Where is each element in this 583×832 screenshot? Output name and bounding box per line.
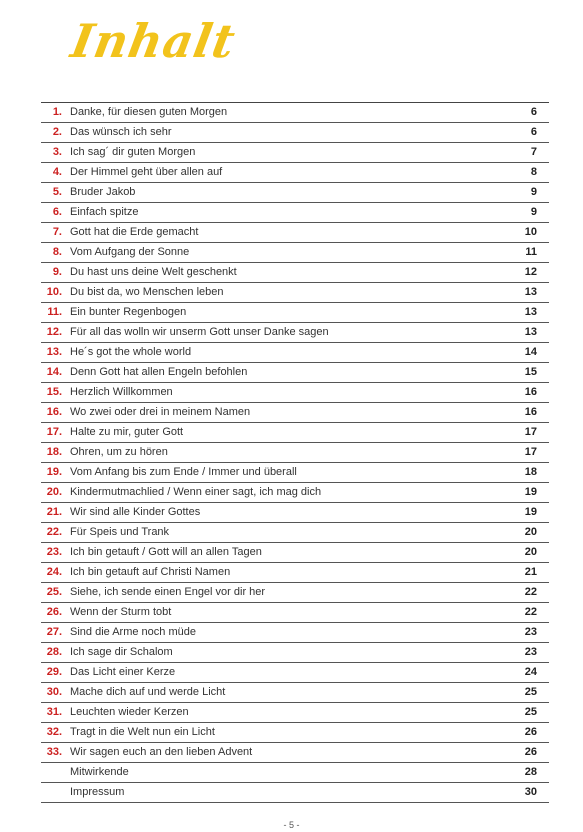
toc-page-number: 15 [524, 366, 537, 378]
toc-row [41, 323, 549, 343]
toc-title: Sind die Arme noch müde [70, 626, 196, 638]
page-title: Inhalt [67, 14, 240, 68]
toc-number: 26. [46, 606, 62, 618]
toc-number: 12. [46, 326, 62, 338]
toc-number: 21. [46, 506, 62, 518]
toc-number: 20. [46, 486, 62, 498]
toc-number: 13. [46, 346, 62, 358]
toc-number: 27. [46, 626, 62, 638]
toc-page-number: 6 [530, 126, 537, 138]
toc-page-number: 22 [524, 606, 537, 618]
toc-number: 5. [52, 186, 62, 198]
toc-row [41, 703, 549, 723]
toc-row [41, 683, 549, 703]
toc-number: 10. [46, 286, 62, 298]
toc-title: Kindermutmachlied / Wenn einer sagt, ich mag dich [70, 486, 322, 498]
toc-title: Mitwirkende [70, 766, 129, 778]
toc-page-number: 16 [524, 406, 537, 418]
toc-page-number: 22 [524, 586, 537, 598]
toc-page-number: 19 [524, 506, 537, 518]
toc-row [41, 443, 549, 463]
toc-number: 31. [46, 706, 62, 718]
toc-title: Halte zu mir, guter Gott [70, 426, 184, 438]
toc-number: 3. [52, 146, 62, 158]
toc-number: 24. [46, 566, 62, 578]
toc-title: Wenn der Sturm tobt [70, 606, 172, 618]
toc-title: Vom Aufgang der Sonne [70, 246, 190, 258]
page-number-footer: - 5 - [283, 820, 300, 830]
toc-row [41, 163, 549, 183]
toc-row [41, 643, 549, 663]
toc-row [41, 403, 549, 423]
toc-number: 33. [46, 746, 62, 758]
toc-row [41, 123, 549, 143]
toc-title: Leuchten wieder Kerzen [70, 706, 189, 718]
toc-page-number: 11 [525, 246, 537, 258]
toc-title: Mache dich auf und werde Licht [70, 686, 226, 698]
toc-page-number: 20 [524, 526, 537, 538]
toc-row [41, 543, 549, 563]
toc-number: 7. [52, 226, 62, 238]
toc-row [41, 523, 549, 543]
toc-number: 19. [46, 466, 62, 478]
toc-row [41, 583, 549, 603]
toc-page-number: 26 [524, 726, 537, 738]
toc-title: Gott hat die Erde gemacht [70, 226, 199, 238]
toc-row [41, 503, 549, 523]
toc-title: Wo zwei oder drei in meinem Namen [70, 406, 251, 418]
toc-row [41, 743, 549, 763]
toc-page-number: 12 [524, 266, 537, 278]
toc-title: Tragt in die Welt nun ein Licht [70, 726, 215, 738]
toc-number: 28. [46, 646, 62, 658]
toc-title: He´s got the whole world [70, 346, 192, 358]
toc-title: Ich bin getauft auf Christi Namen [70, 566, 231, 578]
toc-page-number: 7 [530, 146, 537, 158]
toc-page-number: 28 [524, 766, 537, 778]
toc-number: 30. [46, 686, 62, 698]
toc-row [41, 563, 549, 583]
toc-number: 32. [46, 726, 62, 738]
toc-number: 6. [52, 206, 62, 218]
toc-page-number: 24 [524, 666, 537, 678]
toc-title: Wir sind alle Kinder Gottes [70, 506, 201, 518]
toc-number: 11. [47, 306, 62, 318]
toc-title: Der Himmel geht über allen auf [70, 166, 223, 178]
toc-title: Danke, für diesen guten Morgen [70, 106, 228, 118]
toc-page-number: 23 [524, 626, 537, 638]
toc-number: 25. [46, 586, 62, 598]
table-of-contents [41, 102, 549, 803]
toc-page-number: 30 [524, 786, 537, 798]
toc-page-number: 23 [524, 646, 537, 658]
toc-number: 1. [52, 106, 62, 118]
toc-title: Bruder Jakob [70, 186, 136, 198]
toc-row [41, 343, 549, 363]
toc-row [41, 723, 549, 743]
toc-row [41, 783, 549, 803]
toc-row [41, 283, 549, 303]
toc-title: Ich bin getauft / Gott will an allen Tagen [70, 546, 262, 558]
toc-row [41, 623, 549, 643]
toc-number: 17. [46, 426, 62, 438]
toc-number: 16. [46, 406, 62, 418]
toc-row [41, 203, 549, 223]
toc-page-number: 18 [524, 466, 537, 478]
toc-number: 29. [46, 666, 62, 678]
toc-title: Du bist da, wo Menschen leben [70, 286, 224, 298]
toc-number: 8. [52, 246, 62, 258]
toc-row [41, 143, 549, 163]
toc-row [41, 183, 549, 203]
toc-page-number: 6 [530, 106, 537, 118]
toc-page-number: 14 [524, 346, 537, 358]
toc-page-number: 13 [524, 286, 537, 298]
toc-number: 9. [52, 266, 62, 278]
toc-page-number: 9 [530, 186, 537, 198]
toc-row [41, 243, 549, 263]
toc-row [41, 363, 549, 383]
toc-page-number: 20 [524, 546, 537, 558]
toc-page-number: 8 [530, 166, 537, 178]
toc-page-number: 25 [524, 706, 537, 718]
toc-row [41, 663, 549, 683]
toc-number: 23. [46, 546, 62, 558]
toc-page-number: 26 [524, 746, 537, 758]
toc-title: Das Licht einer Kerze [70, 666, 176, 678]
toc-title: Siehe, ich sende einen Engel vor dir her [70, 586, 266, 598]
toc-row [41, 463, 549, 483]
toc-title: Ich sag´ dir guten Morgen [70, 146, 196, 158]
toc-page-number: 16 [524, 386, 537, 398]
toc-row [41, 263, 549, 283]
toc-title: Für all das wolln wir unserm Gott unser Danke sagen [70, 326, 329, 338]
toc-title: Einfach spitze [70, 206, 139, 218]
toc-row [41, 423, 549, 443]
toc-number: 18. [46, 446, 62, 458]
toc-number: 15. [46, 386, 62, 398]
toc-row [41, 603, 549, 623]
toc-page-number: 9 [530, 206, 537, 218]
toc-row [41, 223, 549, 243]
toc-row [41, 103, 549, 123]
toc-number: 4. [52, 166, 62, 178]
toc-title: Impressum [70, 786, 125, 798]
toc-page-number: 17 [524, 446, 537, 458]
toc-title: Du hast uns deine Welt geschenkt [70, 266, 237, 278]
toc-page-number: 10 [524, 226, 537, 238]
toc-title: Das wünsch ich sehr [70, 126, 172, 138]
toc-row [41, 483, 549, 503]
toc-title: Ich sage dir Schalom [70, 646, 173, 658]
toc-page-number: 13 [524, 326, 537, 338]
toc-number: 14. [46, 366, 62, 378]
toc-number: 22. [46, 526, 62, 538]
toc-page-number: 13 [524, 306, 537, 318]
toc-title: Für Speis und Trank [70, 526, 170, 538]
toc-row [41, 383, 549, 403]
toc-title: Vom Anfang bis zum Ende / Immer und überall [70, 466, 297, 478]
toc-page-number: 17 [524, 426, 537, 438]
toc-page-number: 25 [524, 686, 537, 698]
toc-row [41, 763, 549, 783]
toc-title: Wir sagen euch an den lieben Advent [70, 746, 253, 758]
toc-title: Ein bunter Regenbogen [70, 306, 187, 318]
toc-number: 2. [52, 126, 62, 138]
toc-title: Herzlich Willkommen [70, 386, 173, 398]
toc-page-number: 21 [524, 566, 537, 578]
toc-title: Ohren, um zu hören [70, 446, 168, 458]
toc-title: Denn Gott hat allen Engeln befohlen [70, 366, 248, 378]
toc-row [41, 303, 549, 323]
toc-page-number: 19 [524, 486, 537, 498]
